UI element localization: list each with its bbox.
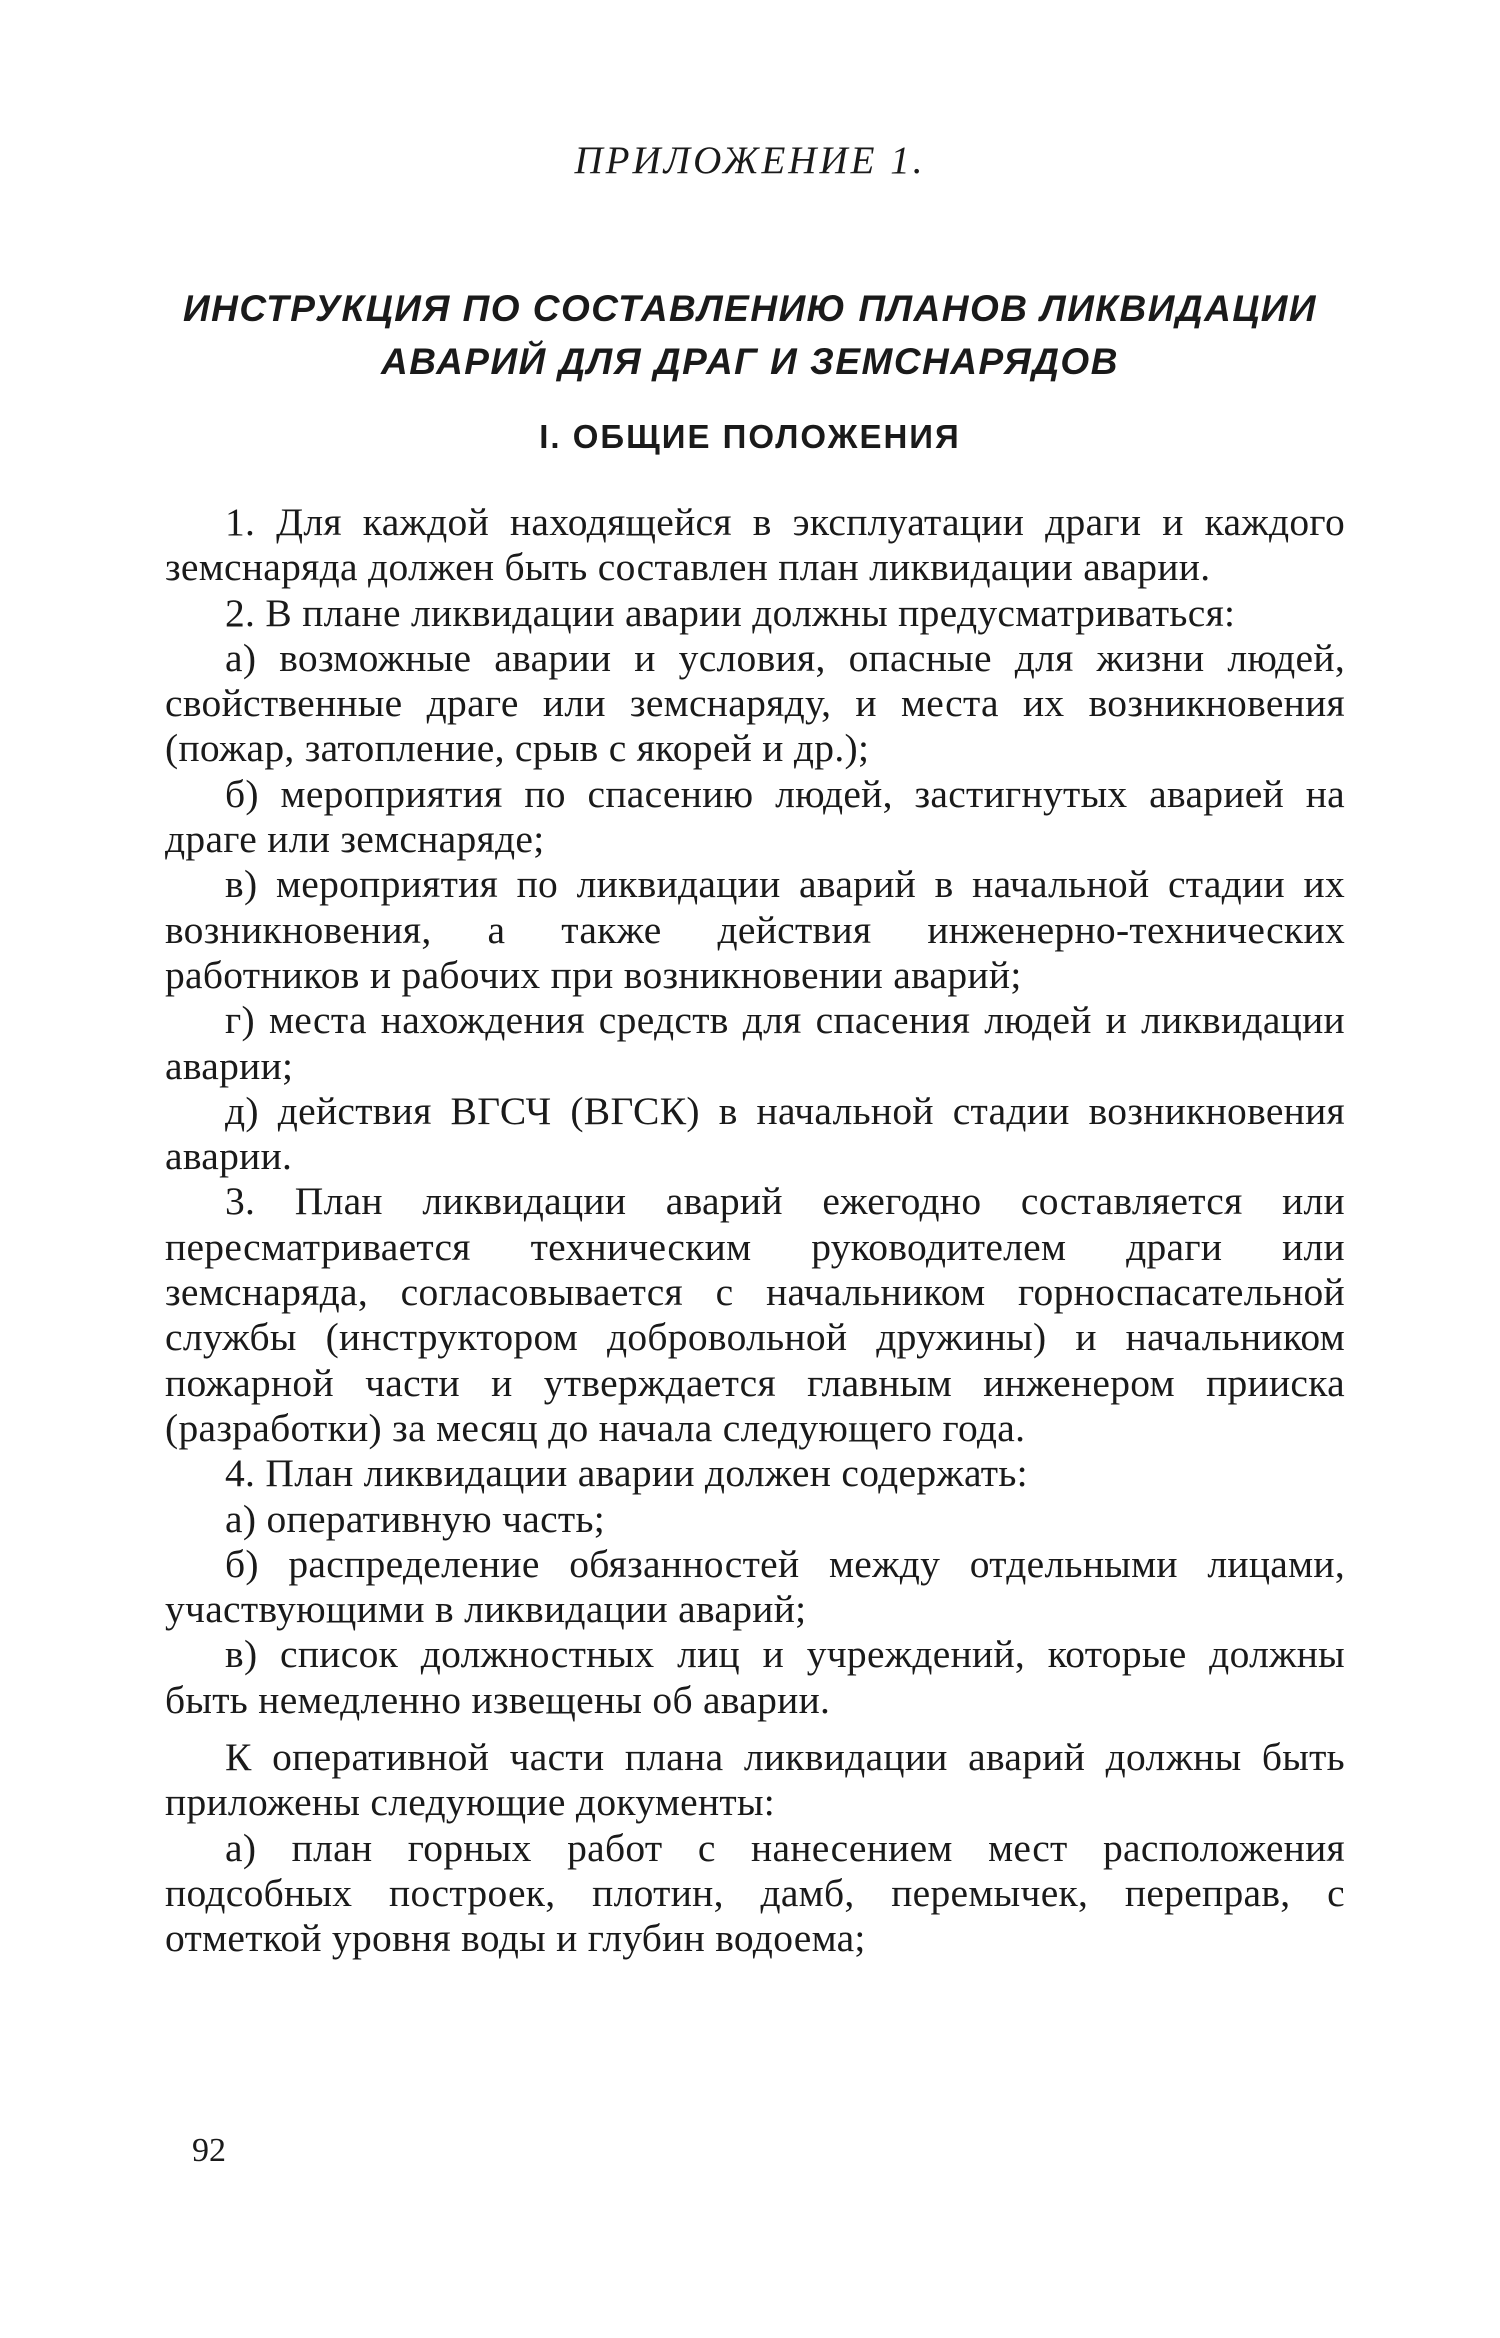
section-heading: I. ОБЩИЕ ПОЛОЖЕНИЯ xyxy=(539,418,961,455)
paragraph-2d: г) места нахождения средств для спасения людей и ликвидации аварии; xyxy=(165,998,1345,1088)
title-line-2: АВАРИЙ ДЛЯ ДРАГ И ЗЕМСНАРЯДОВ xyxy=(381,341,1119,382)
paragraph-2c: в) мероприятия по ликвидации аварий в начальной стадии их возникновения, а также действия инженерно-технических работников и рабочих при возникновении аварий; xyxy=(165,862,1345,997)
paragraph-operative: К оперативной части плана ликвидации аварий должны быть приложены следующие документы: xyxy=(165,1735,1345,1825)
paragraph-4c: в) список должностных лиц и учреждений, которые должны быть немедленно извещены об аварии. xyxy=(165,1632,1345,1722)
paragraph-4: 4. План ликвидации аварии должен содержать: xyxy=(225,1451,1028,1496)
appendix-heading: ПРИЛОЖЕНИЕ 1. xyxy=(574,139,926,182)
page-number: 92 xyxy=(192,2132,226,2169)
paragraph-2: 2. В плане ликвидации аварии должны предусматриваться: xyxy=(225,590,1236,635)
paragraph-2b: б) мероприятия по спасению людей, застигнутых аварией на драге или земснаряде; xyxy=(165,771,1345,862)
paragraph-operative-a: а) план горных работ с нанесением мест расположения подсобных построек, плотин, дамб, перемычек, переправ, с отметкой уровня воды и глубин водоема; xyxy=(165,1825,1345,1961)
paragraph-4a: а) оперативную часть; xyxy=(225,1496,606,1541)
paragraph-1: 1. Для каждой находящейся в эксплуатации драги и каждого земснаряда должен быть составлен план ликвидации аварии. xyxy=(165,500,1345,590)
title-line-1: ИНСТРУКЦИЯ ПО СОСТАВЛЕНИЮ ПЛАНОВ ЛИКВИДАЦИИ xyxy=(182,288,1318,329)
document-title xyxy=(150,282,1350,388)
paragraph-2e: д) действия ВГСЧ (ВГСК) в начальной стадии возникновения аварии. xyxy=(165,1088,1345,1179)
body-text xyxy=(165,500,1345,1962)
paragraph-2a: а) возможные аварии и условия, опасные для жизни людей, свойственные драге или земснаряду, и места их возникновения (пожар, затопление, срыв с якорей и др.); xyxy=(165,635,1345,771)
paragraph-4b: б) распределение обязанностей между отдельными лицами, участвующими в ликвидации аварий; xyxy=(165,1541,1345,1632)
paragraph-3: 3. План ликвидации аварий ежегодно составляется или пересматривается техническим руководителем драги или земснаряда, согласовывается с начальником горноспасательной службы (инструктором добровольной дружины) и начальником пожарной части и утверждается главным инженером прииска (разработки) за месяц до начала следующего года. xyxy=(165,1179,1345,1450)
